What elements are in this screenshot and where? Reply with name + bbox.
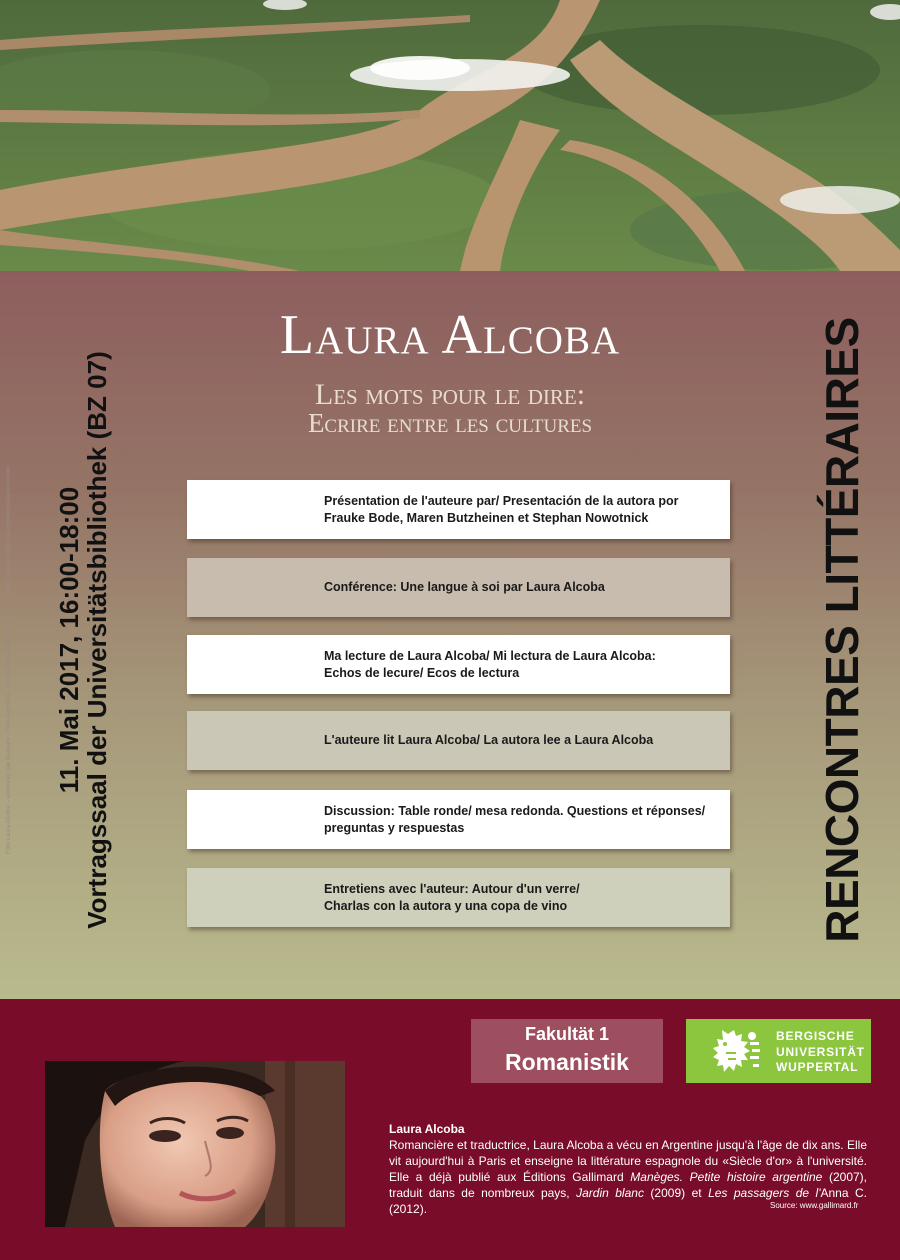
program-item-line1: Présentation de l'auteure par/ Presentación de la autora por	[324, 493, 679, 508]
faculty-department: Romanistik	[505, 1049, 629, 1075]
page-title: Laura Alcoba	[279, 304, 621, 366]
program-item-line1: Ma lecture de Laura Alcoba/ Mi lectura de Laura Alcoba:	[324, 648, 656, 663]
event-date-time: 11. Mai 2017, 16:00-18:00	[54, 486, 84, 794]
university-name-line3: WUPPERTAL	[776, 1060, 859, 1074]
bio-source: Source: www.gallimard.fr	[770, 1201, 859, 1210]
aerial-delta-photo	[0, 0, 900, 271]
bio-text-part: (2007), traduit dans de nombreux pays,	[389, 1170, 868, 1200]
faculty-box	[471, 1019, 663, 1083]
program-item-line1: Entretiens avec l'auteur: Autour d'un verre/	[324, 881, 580, 896]
university-name	[776, 1029, 865, 1076]
subtitle-line-2: Ecrire entre les cultures	[307, 408, 593, 438]
subtitle-line-1: Les mots pour le dire:	[314, 378, 586, 411]
program-item-line2: Frauke Bode, Maren Butzheinen et Stephan Nowotnick	[324, 510, 649, 525]
bio-text-part: (2009) et	[643, 1186, 709, 1200]
university-name-line1: BERGISCHE	[776, 1029, 855, 1043]
program-item-line1: Conférence: Une langue à soi par Laura Alcoba	[324, 580, 605, 594]
program-item	[187, 790, 730, 849]
photo-credit: Foto Laura Alcoba – autorisiert par l'auteure · Foto Argentina · Paraná Delta Creative Commons · https://upload.wikimedia.org/wikipedia/commons	[6, 466, 12, 855]
event-date-location	[55, 280, 111, 1000]
bio-text-part: Anna C. (2012).	[389, 1186, 867, 1216]
lion-emblem-icon	[708, 1024, 764, 1085]
series-title: RENCONTRES LITTÉRAIRES	[816, 317, 868, 943]
bio-book-title: Jardin blanc	[576, 1186, 644, 1200]
university-logo	[686, 1019, 871, 1083]
bio-book-title: Les passagers de l'	[708, 1186, 821, 1200]
program-item-line2: preguntas y respuestas	[324, 820, 465, 835]
bio-text-part: Romancière et traductrice, Laura Alcoba a vécu en Argentine jusqu'à l'âge de dix ans. Elle vit aujourd'hui à Paris et enseigne la littérature espagnole du «Siècle d'or» à l'université. Elle a déjà publié aux Éditions Gallimard	[389, 1138, 867, 1184]
program-item	[187, 480, 730, 539]
program-item-line2: Charlas con la autora y una copa de vino	[324, 898, 568, 913]
bio-book-title: Manèges. Petite histoire argentine	[630, 1170, 823, 1184]
program-item	[187, 635, 730, 694]
program-item-line1: Discussion: Table ronde/ mesa redonda. Questions et réponses/	[324, 803, 706, 818]
bio-name: Laura Alcoba	[389, 1122, 465, 1136]
program-item-line2: Echos de lecure/ Ecos de lectura	[324, 665, 520, 680]
event-location: Vortragssaal der Universitätsbibliothek (BZ 07)	[82, 351, 112, 929]
author-portrait	[45, 1061, 345, 1227]
program-item	[187, 868, 730, 927]
university-name-line2: UNIVERSITÄT	[776, 1044, 865, 1059]
program-item	[187, 711, 730, 770]
program-item-line1: L'auteure lit Laura Alcoba/ La autora lee a Laura Alcoba	[324, 733, 654, 747]
faculty-number: Fakultät 1	[524, 1024, 610, 1044]
program-item	[187, 558, 730, 617]
